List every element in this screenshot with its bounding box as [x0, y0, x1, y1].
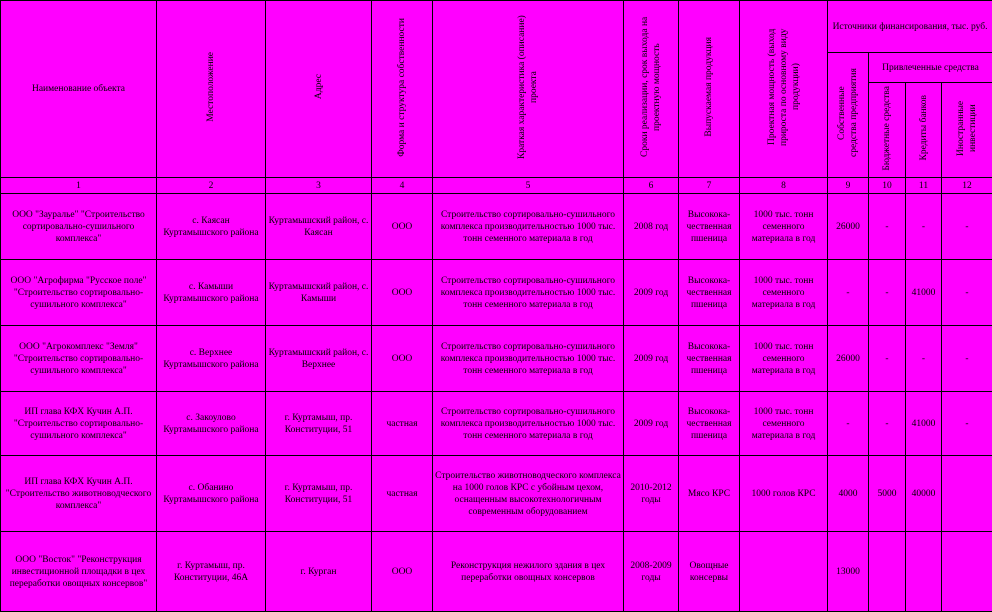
- cell-address: Куртамышский район, с. Каясан: [266, 194, 372, 260]
- cell-bank: [906, 532, 942, 612]
- cell-budget: 5000: [869, 456, 906, 532]
- cell-location: г. Куртамыш, пр. Конституции, 46А: [157, 532, 266, 612]
- column-number: 1: [1, 178, 157, 194]
- cell-timeline: 2009 год: [624, 392, 679, 456]
- table-row: [1, 392, 992, 456]
- cell-location: с. Обанино Куртамышского района: [157, 456, 266, 532]
- header-own-funds: Собственные средства предприятия: [828, 53, 869, 178]
- cell-ownership: ООО: [372, 194, 433, 260]
- cell-foreign: [942, 456, 992, 532]
- header-foreign-investment: Иностранные инвестиции: [942, 83, 992, 178]
- column-number: 9: [828, 178, 869, 194]
- cell-bank: -: [906, 326, 942, 392]
- cell-bank: 40000: [906, 456, 942, 532]
- cell-capacity: 1000 тыс. тонн семенного материала в год: [740, 392, 828, 456]
- cell-ownership: ООО: [372, 326, 433, 392]
- cell-timeline: 2008-2009 годы: [624, 532, 679, 612]
- table-row: [1, 456, 992, 532]
- header-object-name: Наименование объекта: [1, 1, 157, 178]
- cell-budget: -: [869, 392, 906, 456]
- cell-name: ООО "Агрокомплекс "Земля" "Строительство сортировально-сушильного комплекса": [1, 326, 157, 392]
- cell-location: с. Верхнее Куртамышского района: [157, 326, 266, 392]
- cell-capacity: 1000 голов КРС: [740, 456, 828, 532]
- cell-own-funds: -: [828, 260, 869, 326]
- header-timeline: Сроки реализации, срок выхода на проектную мощность: [624, 1, 679, 178]
- table-row: [1, 194, 992, 260]
- cell-description: Реконструкция нежилого здания в цех переработки овощных консервов: [433, 532, 624, 612]
- cell-budget: [869, 532, 906, 612]
- cell-own-funds: 26000: [828, 326, 869, 392]
- cell-product: Овощные консервы: [679, 532, 740, 612]
- column-number: 5: [433, 178, 624, 194]
- cell-own-funds: -: [828, 392, 869, 456]
- cell-name: ООО "Восток" "Реконструкция инвестиционной площадки в цех переработки овощных консервов": [1, 532, 157, 612]
- table-row: [1, 260, 992, 326]
- cell-product: Мясо КРС: [679, 456, 740, 532]
- cell-description: Строительство животноводческого комплекса на 1000 голов КРС с убойным цехом, оснащенным высокотехнологичным современным оборудованием: [433, 456, 624, 532]
- cell-ownership: частная: [372, 392, 433, 456]
- cell-own-funds: 13000: [828, 532, 869, 612]
- header-bank-credits: Кредиты банков: [906, 83, 942, 178]
- cell-timeline: 2009 год: [624, 326, 679, 392]
- cell-foreign: -: [942, 326, 992, 392]
- table-row: [1, 532, 992, 612]
- cell-description: Строительство сортировально-сушильного комплекса производительностью 1000 тыс. тонн семенного материала в год: [433, 260, 624, 326]
- cell-timeline: 2010-2012 годы: [624, 456, 679, 532]
- column-number: 4: [372, 178, 433, 194]
- cell-name: ИП глава КФХ Кучин А.П. "Строительство животноводческого комплекса": [1, 456, 157, 532]
- cell-product: Высокока-чественная пшеница: [679, 260, 740, 326]
- cell-address: г. Куртамыш, пр. Конституции, 51: [266, 392, 372, 456]
- cell-product: Высокока-чественная пшеница: [679, 194, 740, 260]
- cell-own-funds: 4000: [828, 456, 869, 532]
- column-number: 8: [740, 178, 828, 194]
- cell-foreign: -: [942, 194, 992, 260]
- header-borrowed: Привлеченные средства: [869, 53, 992, 83]
- header-financing: Источники финансирования, тыс. руб.: [828, 1, 992, 53]
- cell-bank: 41000: [906, 260, 942, 326]
- cell-location: с. Закоулово Куртамышского района: [157, 392, 266, 456]
- cell-address: Куртамышский район, с. Верхнее: [266, 326, 372, 392]
- cell-location: с. Камыши Куртамышского района: [157, 260, 266, 326]
- cell-own-funds: 26000: [828, 194, 869, 260]
- cell-capacity: [740, 532, 828, 612]
- column-number: 2: [157, 178, 266, 194]
- header-ownership-form: Форма и структура собственности: [372, 1, 433, 178]
- cell-bank: -: [906, 194, 942, 260]
- header-location: Местоположение: [157, 1, 266, 178]
- cell-capacity: 1000 тыс. тонн семенного материала в год: [740, 260, 828, 326]
- cell-product: Высокока-чественная пшеница: [679, 326, 740, 392]
- cell-ownership: частная: [372, 456, 433, 532]
- column-number: 10: [869, 178, 906, 194]
- column-number: 3: [266, 178, 372, 194]
- header-address: Адрес: [266, 1, 372, 178]
- cell-name: ИП глава КФХ Кучин А.П. "Строительство сортировально-сушильного комплекса": [1, 392, 157, 456]
- cell-address: Куртамышский район, с. Камыши: [266, 260, 372, 326]
- cell-address: г. Курган: [266, 532, 372, 612]
- cell-ownership: ООО: [372, 532, 433, 612]
- header-capacity: Проектная мощность (выход прироста по основному виду продукции): [740, 1, 828, 178]
- cell-name: ООО "Зауралье" "Строительство сортировально-сушильного комплекса": [1, 194, 157, 260]
- cell-timeline: 2008 год: [624, 194, 679, 260]
- cell-foreign: -: [942, 392, 992, 456]
- header-budget: Бюджетные средства: [869, 83, 906, 178]
- cell-budget: -: [869, 194, 906, 260]
- cell-ownership: ООО: [372, 260, 433, 326]
- cell-capacity: 1000 тыс. тонн семенного материала в год: [740, 326, 828, 392]
- table-row: [1, 326, 992, 392]
- cell-foreign: [942, 532, 992, 612]
- cell-description: Строительство сортировально-сушильного комплекса производительностью 1000 тыс. тонн семенного материала в год: [433, 392, 624, 456]
- cell-timeline: 2009 год: [624, 260, 679, 326]
- column-number: 11: [906, 178, 942, 194]
- cell-address: г. Куртамыш, пр. Конституции, 51: [266, 456, 372, 532]
- column-number: 6: [624, 178, 679, 194]
- cell-name: ООО "Агрофирма "Русское поле" "Строительство сортировально-сушильного комплекса": [1, 260, 157, 326]
- cell-product: Высокока-чественная пшеница: [679, 392, 740, 456]
- cell-location: с. Каясан Куртамышского района: [157, 194, 266, 260]
- cell-description: Строительство сортировально-сушильного комплекса производительностью 1000 тыс. тонн семенного материала в год: [433, 326, 624, 392]
- column-number: 12: [942, 178, 992, 194]
- cell-foreign: -: [942, 260, 992, 326]
- cell-budget: -: [869, 260, 906, 326]
- cell-description: Строительство сортировально-сушильного комплекса производительностью 1000 тыс. тонн семенного материала в год: [433, 194, 624, 260]
- cell-capacity: 1000 тыс. тонн семенного материала в год: [740, 194, 828, 260]
- header-description: Краткая характеристика (описание) проекта: [433, 1, 624, 178]
- cell-budget: -: [869, 326, 906, 392]
- cell-bank: 41000: [906, 392, 942, 456]
- header-products: Выпускаемая продукция: [679, 1, 740, 178]
- column-number: 7: [679, 178, 740, 194]
- column-numbers-row: [1, 178, 992, 194]
